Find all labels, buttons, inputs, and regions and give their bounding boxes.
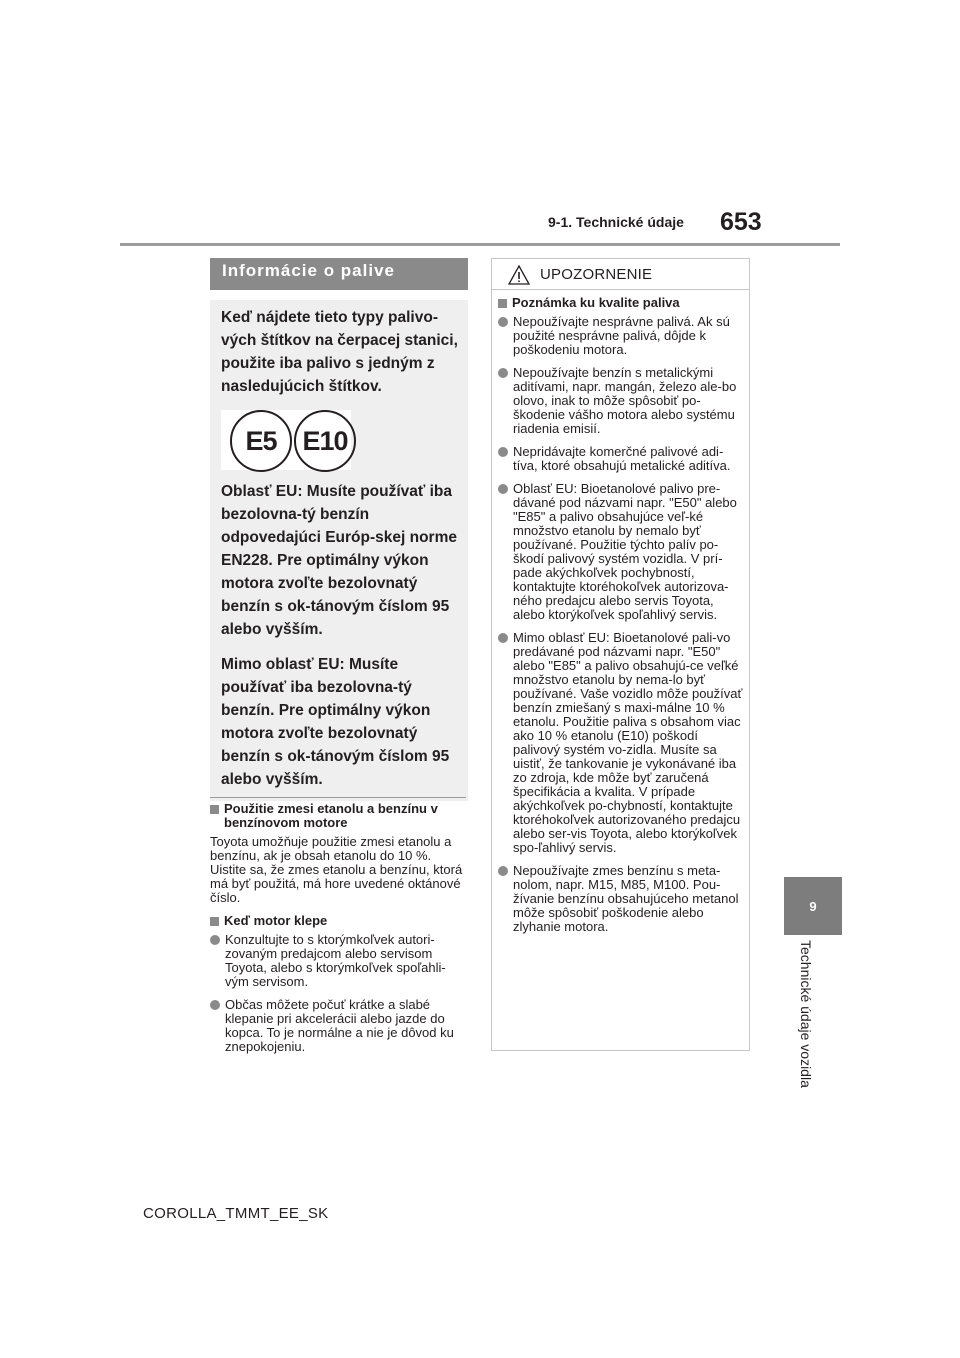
chapter-side-label: Technické údaje vozidla — [798, 940, 814, 1088]
section-heading: 9-1. Technické údaje — [548, 214, 684, 230]
list-item: Občas môžete počuť krátke a slabé klepanie pri akcelerácii alebo jazde do kopca. To je normálne a nie je dôvod ku znepokojeniu. — [210, 998, 466, 1054]
page-number: 653 — [720, 208, 762, 236]
warning-title: UPOZORNENIE — [540, 266, 653, 283]
square-bullet-icon — [210, 917, 219, 926]
fuel-labels — [221, 410, 351, 470]
list-item: Konzultujte to s ktorýmkoľvek autori-zovaným predajcom alebo servisom Toyota, alebo s ktorýmkoľvek spoľahli-vým servisom. — [210, 933, 466, 989]
list-item: Oblasť EU: Bioetanolové palivo pre-dávané pod názvami napr. "E50" alebo "E85" a palivo obsahujúce veľ-ké množstvo etanolu by nemalo byť používané. Použitie týchto palív po-škodí palivový systém vozidla. V prí-pade akýchkoľvek pochybností, kontaktujte ktoréhokoľvek autorizova-ného predajcu alebo servis Toyota, alebo ktorýkoľvek spoľahlivý servis. — [498, 482, 746, 622]
round-bullet-icon — [498, 368, 508, 378]
fuel-label-e10: E10 — [294, 410, 356, 472]
list-item: Nepoužívajte benzín s metalickými aditívami, napr. mangán, železo ale-bo olovo, inak to môže spôsobiť po-škodenie vášho motora alebo systému riadenia emisií. — [498, 366, 746, 436]
list-item: Nepoužívajte nesprávne palivá. Ak sú použité nesprávne palivá, dôjde k poškodeniu motora. — [498, 315, 746, 357]
round-bullet-icon — [498, 317, 508, 327]
fuel-quality-heading: Poznámka ku kvalite paliva — [498, 296, 746, 310]
square-bullet-icon — [498, 299, 507, 308]
knock-section-heading: Keď motor klepe — [210, 914, 466, 928]
round-bullet-icon — [498, 484, 508, 494]
list-item: Nepoužívajte zmes benzínu s meta-nolom, napr. M15, M85, M100. Pou-žívanie benzínu obsahujúceho metanol môže spôsobiť poškodenie alebo zlyhanie motora. — [498, 864, 746, 934]
warning-header — [492, 259, 749, 290]
section-divider — [210, 797, 466, 798]
list-item: Nepridávajte komerčné palivové adi-tíva, ktoré obsahujú metalické aditíva. — [498, 445, 746, 473]
fuel-info-box — [210, 258, 468, 801]
round-bullet-icon — [210, 935, 220, 945]
round-bullet-icon — [210, 1000, 220, 1010]
round-bullet-icon — [498, 633, 508, 643]
fuel-info-intro: Keď nájdete tieto typy palivo-vých štítkov na čerpacej stanici, použite iba palivo s jedným z nasledujúcich štítkov. — [221, 309, 458, 395]
warning-triangle-icon — [508, 265, 530, 285]
fuel-info-eu: Oblasť EU: Musíte používať iba bezolovna-tý benzín odpovedajúci Európ-skej norme EN228. Pre optimálny výkon motora zvoľte bezolovnatý benzín s ok-tánovým číslom 95 alebo vyšším. — [221, 483, 457, 638]
list-item: Mimo oblasť EU: Bioetanolové pali-vo predávané pod názvami napr. "E50" alebo "E85" a palivo obsahujú-ce veľké množstvo etanolu by nema-lo byť používané. Vaše vozidlo môže používať benzín zmiešaný s maxi-málne 10 % etanolu. Použitie paliva s obsahom viac ako 10 % etanolu (E10) poškodí palivový systém vo-zidla. Musíte sa uistiť, že tankovanie je vykonávané iba zo zdroja, kde môže byť zaručená špecifikácia a kvalita. V prípade akýchkoľvek po-chybností, kontaktujte ktoréhokoľvek autorizovaného predajcu alebo ser-vis Toyota, alebo ktorýkoľvek spo-ľahlivý servis. — [498, 631, 746, 855]
left-column-text — [210, 797, 466, 1063]
ethanol-section-heading: Použitie zmesi etanolu a benzínu v benzínovom motore — [210, 802, 466, 830]
fuel-info-body — [210, 300, 468, 801]
header-divider — [120, 243, 840, 246]
square-bullet-icon — [210, 805, 219, 814]
footer-document-code: COROLLA_TMMT_EE_SK — [143, 1205, 329, 1222]
warning-body — [492, 290, 749, 934]
fuel-info-title: Informácie o palive — [210, 258, 468, 290]
ethanol-section-text: Toyota umožňuje použitie zmesi etanolu a benzínu, ak je obsah etanolu do 10 %. Uistite sa, že zmes etanolu a benzínu, ktorá má byť použitá, má hore uvedené oktánové číslo. — [210, 834, 463, 905]
fuel-label-e5: E5 — [230, 410, 292, 472]
round-bullet-icon — [498, 866, 508, 876]
round-bullet-icon — [498, 447, 508, 457]
fuel-info-non-eu: Mimo oblasť EU: Musíte používať iba bezolovna-tý benzín. Pre optimálny výkon motora zvoľte bezolovnatý benzín s ok-tánovým číslom 95 alebo vyšším. — [221, 656, 450, 788]
warning-box — [491, 258, 750, 1051]
chapter-tab: 9 — [784, 877, 842, 935]
